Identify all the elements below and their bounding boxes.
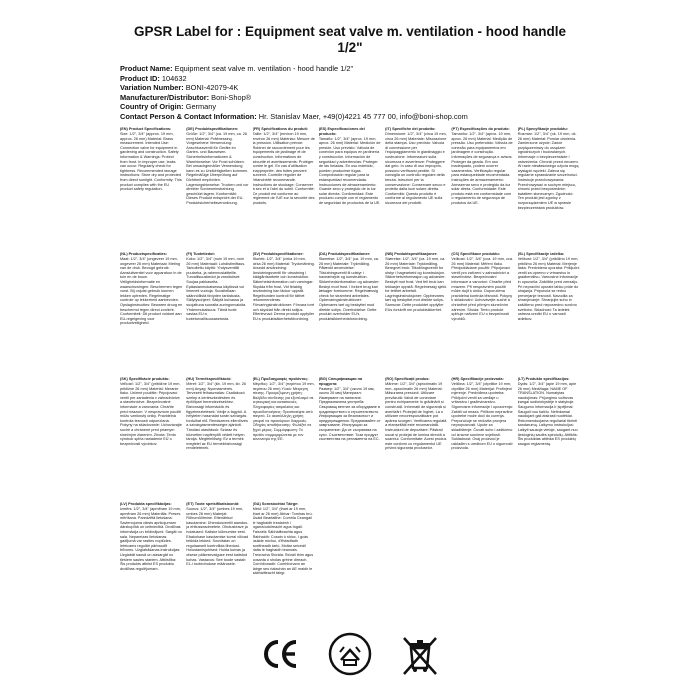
info-row — [120, 112, 580, 122]
spec-block — [120, 252, 182, 367]
spec-block — [518, 127, 580, 242]
crossed-out-wheelie-bin-icon — [396, 630, 444, 678]
info-key: Product Name: — [120, 64, 173, 73]
spec-block-text: Size: 1/2", 3/4" (approx. 19 mm, approx. 26 mm) Material: Brass measurement. Intended Use: Connection valve for equipment in gardening and construction. Safety Information & Warnings: Protect from frost. In improper use, leaks can occur. Regularly check for tightness. Recommended storage instructions: Store dry and protected from direct sunlight. Conformity: This product complies with the EU product safety regulation. — [120, 132, 182, 192]
spec-block — [319, 377, 381, 492]
spec-block — [451, 252, 513, 367]
spec-block — [253, 127, 315, 242]
spec-block-heading: (NL) Productspecificaties: — [120, 252, 168, 256]
spec-block — [186, 252, 248, 367]
spec-block-heading: (EL) Προδιαγραφές προϊόντος: — [252, 377, 309, 381]
spec-block-text: Taille: 1/2", 3/4" (environ 19 mm, environ 26 mm) Matériau: Mesure de la pression. Utilisation prévue: Robinet de raccordement pour les équipements de jardinage et de construction. Informations de sécurité et avertissements: Protéger contre le gel. En cas d'utilisation inappropriée, des fuites peuvent survenir. Contrôle régulier de l'étanchéité recommandé. Instructions de stockage: Conserver à sec et à l'abri du soleil. Conformité: Ce produit est conforme au règlement de l'UE sur la sécurité des produits. — [252, 132, 315, 205]
spec-block — [451, 127, 513, 242]
spec-block-text: Tamaño: 1/2", 3/4" (aprox. 19 mm, aprox. 26 mm) Material: Medición de presión. Uso previsto: Válvula de conexión para equipos en jardinería y construcción. Información de seguridad y advertencias: Proteger de las heladas. En uso indebido, pueden producirse fugas. Comprobación regular para la estanqueidad recomendada. Instrucciones de almacenamiento: Guarde seco y protegido de la luz solar directa. Conformidad: Este producto cumple con el reglamento de seguridad de productos de la UE. — [318, 136, 381, 205]
spec-block — [385, 127, 447, 242]
info-value: BONI-42079-4K — [185, 83, 239, 92]
spec-block — [319, 127, 381, 242]
spec-block-heading: (SV) Produktspecifikationer: — [252, 252, 304, 256]
spec-block-heading: (GA) Sonraíochtaí Táirge: — [252, 502, 299, 506]
spec-block — [120, 127, 182, 242]
spec-block-heading: (HR) Specifikacije proizvoda: — [451, 377, 504, 381]
spec-block-text: Suurus: 1/2", 3/4" (umbes 19 mm, umbes 26 mm) Materjal: Rõhumõõtmine. Ettenähtud kasutamine: Ühendusventiil aiandus- ja ehitusseadmetele. Ohutusteave ja hoiatused: Kaitske külmumise eest. Ebakohase kasutamise korral võivad tekkida lekked. Soovitatav on regulaarselt kontrollida tihedust. Hoiustamisjuhised: Hoida kuivas ja otsese päikesevalguse eest kaitstud kohas. Vastavus: See toode vastab EL-i tooteohutuse määrusele. — [186, 507, 249, 567]
info-value: Equipment seat valve m. ventilation - hood handle 1/2" — [174, 64, 354, 73]
spec-block-text: Dydis: 1/2", 3/4" (apie 19 mm, apie 26 mm) Medžiaga: NAME OF TRANSLATION. Numatytas naudojimas: Prijungimo vožtuvas įrangai sodininkystėje ir statyboje. Saugumo informacija ir įspėjimai: Saugoti nuo šalčio. Netinkamai naudojant gali atsirasti nuotėkiai. Rekomenduojama reguliariai tikrinti sandarumą. Laikymo instrukcijos: Laikyti sausoje vietoje, saugant nuo tiesioginių saulės spindulių. Atitiktis: Šis produktas atitinka ES produktų saugos reglamentą. — [517, 382, 578, 446]
spec-block-heading: (DA) Produktspecifikationer: — [318, 252, 371, 256]
specification-grid — [120, 127, 580, 617]
spec-block — [120, 377, 182, 492]
spec-block-text: Koko: 1/2", 3/4" (noin 19 mm, noin 26 mm) Materiaali: Lohdistimittaus. Tarkoitettu käyttö: Yhdysventtiili puutarha- ja rakennuslaitteille. Turvallisuustiedot ja varoitukset: Suojaa pakkaselta. Epäasianmukaisessa käytössä voi ilmeneti vuotoja. Suositellaan säännöllistä tiiviyden tarkistusta. Säilytysohjeet: Säilytä kuivassa ja suojattuna suoralta auringonvalolta. Yhdenmukaisuus: Tämä tuote vastaa EU:n tuoteturvallisuusasetusta. — [186, 257, 247, 321]
spec-block-text: Velikost: 1/2", 3/4" (cca. 19 mm, cca. 26 mm) Materiál: Měření tlaku. Předpokládané použití: Připojovací ventil pro zařízení v zahradnictví a stavebnictví. Bezpečnostní informace a varování: Chraňte před mrazem. Při nesprávném použití může dojít k úniku. Doporučena pravidelná kontrola těsnosti. Pokyny k skladování: Uchovávejte suché a chráněné před přímým slunečním zářením. Shoda: Tento produkt splňuje nařízení EU o bezpečnosti výrobků. — [451, 257, 513, 321]
spec-block-heading: (ES) Especificaciones del producto: — [318, 127, 365, 136]
spec-block-text: Méret: 1/2", 3/4" (kb. 19 mm, kb. 26 mm) Anyag: Nyomásmérés. Tervezett felhasználás: Csatlakozó szelep a kertészkedésben és építőipari berendezésekhez. Biztonsági információk és figyelmeztetések: Védje a fagytól. A helytelen használat során szivárgás fordulhat elő. Rendszeres ellenőrzés a szivárgásmentességre ajánlott. Tárolási utasítások: Száraz és közvetlen napfénytől védett helyen tárolja. Megfelelőség: Ez a termék megfelel az EU termékbiztonsági rendeletének. — [186, 382, 248, 451]
spec-block — [186, 502, 248, 617]
info-key: Product ID: — [120, 73, 160, 83]
label-title: GPSR Label for : Equipment seat valve m. ventilation - hood handle 1/2" — [133, 24, 567, 55]
spec-block-text: Velikost: 1/2", 3/4" (približno 19 mm, približno 26 mm) Material: Merjenje tlaka. Predvidena uporaba: Priključni ventil za opremo v vrtnarstvu in gradbeništvu. Varnostne informacije in opozorila: Zaščitite pred zmrzaljo. Pri nepravilni uporabi lahko pride do uhajanja. Priporoča se redno preverjanje tesnosti. Navodila za shranjevanje: Shranjujte suho in zaščiteno pred neposredno sončno svetlobo. Skladnost: Ta izdelek ustreza uredbi EU o varnosti izdelkov. — [517, 257, 580, 321]
euro-pallet-mark-icon — [326, 630, 374, 678]
spec-block-text: Größe: 1/2", 3/4" (ca. 19 mm, ca. 26 mm) Material: Präfmessing. Vorgesehene Verwendung: Anschlussventil für Geräte im Garten- und Bauwesen. Sicherheitsinformationen & Warnhinweise: Vor Frost schützen. Bei unsachgemäßer Verwendung kann es zu Undichtigkeiten kommen. Regelmäßige Überprüfung auf Dichtheit empfohlen. Lagerungshinweise: Trocken und vor direkter Sonneneinstrahlung geschützt lagern. Konformität: Dieses Produkt entspricht der EU-Produktsicherheitsverordnung. — [186, 132, 249, 205]
spec-block — [518, 377, 580, 492]
spec-block — [253, 252, 315, 367]
spec-block — [385, 252, 447, 367]
spec-block-text: Tamanho: 1/2", 3/4" (aprox. 19 mm, aprox. 26 mm) Material: Medição de pressão. Uso pretendido: Válvula de conexão para equipamentos em jardinagem e construção. Informações de segurança e avisos: Proteger da geada. Em uso inadequado, podem ocorrer vazamentos. Verificação regular para estanqueidade recomendada. Instruções de armazenamento: Armazenar seco e protegido da luz solar direta. Conformidade: Este produto está em conformidade com o regulamento de segurança de produtos da UE. — [451, 132, 513, 205]
spec-block-heading: (PT) Especificações do produto: — [451, 127, 510, 131]
spec-block-heading: (SK) Špecifikácie produktu: — [120, 377, 170, 381]
info-row — [120, 102, 580, 112]
spec-block-heading: (RO) Specificații produs: — [385, 377, 430, 381]
info-row — [120, 74, 580, 84]
spec-block-text: Размер: 1/2", 3/4" (около 19 мм, около 26 мм) Материал: Измерване на налягане. Предназначена употреба: Свързващ вентил за оборудване в градинарството и строителството. Информация за безопасност и предупреждения: Предпазвайте от замръзване. Инструкции за съхранение: Да се съхранява на сухо. Съответствие: Този продукт съответства на регламента на ЕС. — [318, 386, 381, 442]
spec-block-text: Veľkosť: 1/2", 3/4" (približne 19 mm, približne 26 mm) Materiál: Meranie tlaku. Určené použitie: Pripojovací ventil pre zariadenia v záhradníctve a stavebníctve. Bezpečnostné informácie a varovania: Chráňte pred mrazom. V nesprávnom použití môžu vzniknutý úniky. Pravidelná kontrola tesnosti odporúčaná. Pokyny na skladovanie: Uchovávajte suché a chránené pred priamym slnečným žiarením. Zhoda: Tento výrobok spĺňa nariadenie EÚ o bezpečnosti výrobkov. — [120, 382, 182, 446]
info-value: 104632 — [161, 73, 187, 83]
spec-block-text: Veličina: 1/2", 3/4" (otprilike 19 mm, otprilike 26 mm) Materijal: Profinjeni mjerenje. Predviđena upotreba: Priključni ventil za uređaje u vrtlarstvu i građevinarstvu. Sigurnosne informacije i upozorenja: Zaštiti od mraza. Prilikom nepravilne upotrebe može doći do curenja. Preporučuje se redovita provjera nepropusnosti. Upute za skladištenje: Čuvati suho i zaštićeno od izravne sunčeve svjetlosti. Sukladnost: Ovaj proizvod je usklađen s uredbom EU o sigurnosti proizvoda. — [451, 382, 513, 451]
spec-block-heading: (EN) Product Specifications: — [120, 127, 172, 131]
spec-block-heading: (FR) Spécifications du produit: — [252, 127, 309, 131]
info-key: Variation Number: — [120, 83, 184, 92]
spec-block-text: Maat: 1/2", 3/4" (ongeveer 19 mm, ongeveer 26 mm) Materiaal: Meting van de druk. Beoogd gebruik: Aansluitventiel voor apparatuur in de tuin en de bouw. Veiligheidsinformatie en waarschuwingen: Beschermen tegen vorst. Bij onjuist gebruik kunnen lekken optreden. Regelmatige controle op lekkerheid aanbevolen. Opslaginstructies: Bewaren droog en beschermd tegen direct zonlicht. Conformiteit: Dit product voldoet aan EU-regelgeving voor productveiligheid. — [120, 257, 183, 326]
ce-mark-icon — [256, 630, 304, 678]
spec-block-text: Izmērs: 1/2", 3/4" (apmēram 19 mm, apmēram 26 mm) Materiāls: Preses mērīšana. Paredzētā lietošana: Savienojuma vārsts aprikojumam dārzkopībā un celtniecībā. Drošības informācija un brīdinājumi: Sargāt no sala. Nepareizas lietošanas gadījumā var rasties noplūdes. Ieteicams regulāri pārbaudīt blīvumu. Uzglabāšanas instrukcijas: Uzglabāt sausā un aizsargāt no tiešiem saules stariem. Atbilstība: Šis produkts atbilst ES produktu drošības regulējumam. — [120, 507, 182, 571]
info-value: Boni-Shop® — [211, 92, 252, 102]
spec-block — [451, 377, 513, 492]
spec-block — [253, 377, 315, 492]
info-key: Manufacturer/Distributor: — [120, 92, 210, 102]
spec-block-heading: (IT) Specifiche del prodotto: — [385, 127, 436, 131]
spec-block — [319, 252, 381, 367]
spec-block — [186, 127, 248, 242]
spec-block-heading: (LV) Produkta specifikācijas: — [120, 502, 172, 506]
spec-block-heading: (CS) Specifikace produktu: — [451, 252, 500, 256]
spec-block-text: Størrelse: 1/2", 3/4" (ca. 19 mm, ca. 26 mm) Materiale: Trykkmåling. Beregnet bruk: Tilkoblingsventil for utstyr i hagearbeid og konstruksjon. Sikkerhetsinformasjon og advarsler: Beskytt mot frost. Ved feil bruk kan lekkasjer oppstå. Regelmessig sjekk for tetthet anbefalt. Lagringsinstruksjoner: Oppbevares tørt og beskyttet mot direkte sollys. Samsvar: Dette produktet oppfyller EUs forskrift om produktsikkerhet. — [385, 257, 447, 312]
spec-block-heading: (NB) Produktspesifikasjoner: — [385, 252, 438, 256]
spec-block-heading: (PL) Specyfikacje produktu: — [517, 127, 568, 131]
spec-block — [385, 377, 447, 492]
spec-block-heading: (FI) Tuotetiedot: — [186, 252, 215, 256]
spec-block-heading: (SL) Specifikacije izdelka: — [517, 252, 565, 256]
info-value: Germany — [185, 102, 217, 111]
info-row — [120, 83, 580, 93]
info-value: Hr. Stanislav Maer, +49(0)4221 45 777 00, info@boni-shop.com — [258, 111, 468, 121]
spec-block-heading: (HU) Termékspecifikáció: — [186, 377, 232, 381]
info-key: Contact Person & Contact Information: — [120, 111, 257, 121]
info-key: Country of Origin: — [120, 102, 184, 111]
spec-block-heading: (BG) Спецификации на продукта: — [318, 377, 363, 386]
spec-block-text: Μέγεθος: 1/2", 3/4" (περίπου 19 mm, περίπου 26 mm) Υλικό: Μέτρηση πίεσης. Προοριζόμενη χρήση: Βαλβίδα σύνδεσης για εξοπλισμό σε κηπουρική και κατασκευές. Πληροφορίες ασφαλείας και προειδοποιήσεις: Προστατέψτε από παγετό. Σε ακατάλληλη χρήση μπορεί να προκύψουν διαρροές. Οδηγίες αποθήκευσης: Φυλάξτε σε ξηρό μέρος. Συμμόρφωση: Το προϊόν συμμορφώνεται με τον κανονισμό της ΕΕ. — [252, 382, 315, 442]
spec-block — [120, 502, 182, 617]
info-row — [120, 64, 580, 74]
compliance-icons — [0, 630, 700, 678]
info-row — [120, 93, 580, 103]
spec-block-text: Mărime: 1/2", 3/4" (aproximativ 19 mm, aproximativ 26 mm) Material: Măsurarea presiunii. Utilizare prevăzută: Valvă de conectare pentru echipamente în grădinărit și construcții. Informații de siguranță și avertizări: Protejați de îngheț. La o utilizare necorespunzătoare pot apărea scurgeri. Verificarea regulată a etanșeității este recomandată. Instrucțiuni de depozitare: Păstrați uscat și protejat de lumina directă a soarelui. Conformitate: Acest produs este conform cu regulamentul UE privind siguranța produselor. — [385, 382, 447, 451]
spec-block-text: Méid: 1/2", 3/4" (thart ar 19 mm, thart ar 26 mm) Ábhar: Tomhas brú. Úsáid Beartaithe: Comhla Ceangail le haghaidh trealaimh i ngarraíodóireacht agus tógáil. Faisnéis Sábháilteachta agus Rabhaidh: Cosain ó shioc. I gcás úsáide míchuí, d'fhéadfadh sceitheadh tarlú. Moltar seiceáil rialta le haghaidh teannais. Treoracha Stórála: Stóráil tirim agus cosanta ó sholas gréine díreach. Comhlíonadh: Comhlíonann an táirge seo rialachán an AE maidir le sábháilteacht táirgí. — [252, 507, 314, 576]
spec-block-heading: (LT) Produkto specifikacijos: — [517, 377, 570, 381]
spec-block-text: Dimensione: 1/2", 3/4" (circa 19 mm, circa 26 mm) Materiale: Misurazione della stampa. Uso previsto: Valvola di connessione per l'equipaggiamento in giardinaggio e costruzione. Informazioni sulla sicurezza e avvertenze: Proteggere dal gelo. In caso di uso improprio, possono verificarsi perdite. Si consiglia un controllo regolare della tenuta. Istruzioni per la conservazione: Conservare secco e protetto dalla luce solare diretta. Conformità: Questo prodotto è conforme al regolamento UE sulla sicurezza dei prodotti. — [385, 132, 447, 205]
spec-block-text: Rozmiar: 1/2", 3/4" (ok. 19 mm, ok. 26 mm) Materiał: Pomiar ciśnienia. Zamierzone użycie: Zawór przyłączeniowy do urządzeń ogrodniczych i budowlanych. Informacje o bezpieczeństwie i ostrzeżenia: Chronić przed mrozem. W razie niewłaściwego użycia mogą wystąpić wycieki. Zaleca się regularne sprawdzanie szczelności. Instrukcje przechowywania: Przechowywać w suchym miejscu, chronić przed bezpośrednim światłem słonecznym. Zgodność: Ten produkt jest zgodny z rozporządzeniem UE w sprawie bezpieczeństwa produktów. — [517, 132, 579, 210]
spec-block-text: Storlek: 1/2", 3/4" (cirka 19 mm, cirka 26 mm) Material: Tryckmätning. Avsedd användning: Anslutningsventil för utrustning i trädgårdsarbete och konstruktion. Säkerhetsinformation och varningar: Skydda från frost. Vid felaktig användning kan läckor uppstå. Regelbunden kontroll för täthet rekommenderas. Förvaringsinstruktioner: Förvara torrt och skyddat från direkt solljus. Efterlevnad: Denna produkt uppfyller EU:s produktsäkerhetsförordning. — [252, 257, 315, 321]
spec-block — [253, 502, 315, 617]
spec-block-heading: (DE) Produktspezifikationen: — [186, 127, 239, 131]
product-info — [120, 64, 580, 121]
spec-block — [186, 377, 248, 492]
spec-block — [518, 252, 580, 367]
spec-block-heading: (ET) Toote spetsifikatsioonid: — [186, 502, 240, 506]
spec-block-text: Størrelse: 1/2", 3/4" (ca. 19 mm, ca. 26 mm) Materiale: Trykmåling. Påtænkt anvendelse: Tilslutningsventil til udstyr i havearbejde og konstruktion. Sikkerhedsinformation og advarsler: Beskyt mod frost. I forkert brug kan lækager forekomme. Regelmæssig check for stramhed anbefales. Opbevaringsinstruktioner: Opbevares tørt og beskyttet mod direkte sollys. Overholdelse: Dette produkt overholder EU's produktsikkerhedsforordning. — [318, 257, 380, 321]
